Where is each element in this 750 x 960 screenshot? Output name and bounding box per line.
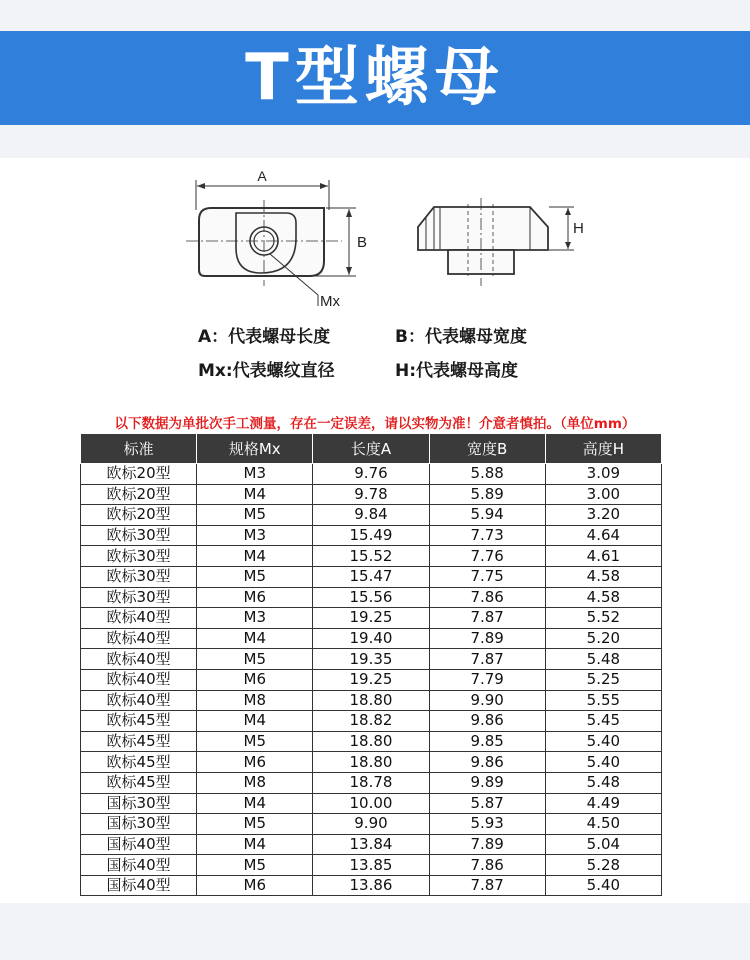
cell-standard: 欧标20型 xyxy=(81,464,197,485)
cell-length: 15.49 xyxy=(313,525,429,546)
cell-thread-size: M6 xyxy=(197,752,313,773)
table-row xyxy=(81,566,662,587)
cell-height: 4.64 xyxy=(545,525,661,546)
table-row xyxy=(81,484,662,505)
cell-thread-size: M4 xyxy=(197,484,313,505)
cell-height: 4.50 xyxy=(545,814,661,835)
table-row xyxy=(81,587,662,608)
cell-thread-size: M5 xyxy=(197,566,313,587)
cell-standard: 欧标45型 xyxy=(81,752,197,773)
legend-mx: Mx:代表螺纹直径 xyxy=(198,361,335,381)
cell-standard: 欧标30型 xyxy=(81,525,197,546)
table-row xyxy=(81,669,662,690)
cell-width: 7.75 xyxy=(429,566,545,587)
cell-standard: 欧标45型 xyxy=(81,731,197,752)
dimension-b-label: B xyxy=(357,234,368,251)
cell-length: 18.80 xyxy=(313,690,429,711)
cell-width: 5.87 xyxy=(429,793,545,814)
cell-length: 9.84 xyxy=(313,505,429,526)
cell-length: 18.80 xyxy=(313,752,429,773)
column-header-width: 宽度B xyxy=(429,434,545,464)
cell-standard: 欧标40型 xyxy=(81,690,197,711)
cell-thread-size: M6 xyxy=(197,669,313,690)
cell-width: 5.94 xyxy=(429,505,545,526)
measurement-notice: 以下数据为单批次手工测量，存在一定误差，请以实物为准！介意者慎拍。（单位mm） xyxy=(114,416,636,432)
cell-standard: 欧标40型 xyxy=(81,628,197,649)
table-row xyxy=(81,505,662,526)
cell-standard: 欧标45型 xyxy=(81,711,197,732)
cell-width: 5.88 xyxy=(429,464,545,485)
spec-table xyxy=(80,433,662,896)
cell-thread-size: M5 xyxy=(197,814,313,835)
cell-height: 4.61 xyxy=(545,546,661,567)
cell-height: 5.48 xyxy=(545,772,661,793)
cell-thread-size: M5 xyxy=(197,649,313,670)
table-row xyxy=(81,834,662,855)
cell-length: 19.25 xyxy=(313,608,429,629)
table-row xyxy=(81,649,662,670)
cell-thread-size: M4 xyxy=(197,628,313,649)
cell-length: 19.40 xyxy=(313,628,429,649)
dimension-a-label: A xyxy=(257,168,267,184)
cell-thread-size: M4 xyxy=(197,546,313,567)
cell-thread-size: M3 xyxy=(197,464,313,485)
table-row xyxy=(81,464,662,485)
cell-length: 13.84 xyxy=(313,834,429,855)
cell-length: 9.76 xyxy=(313,464,429,485)
cell-width: 7.89 xyxy=(429,628,545,649)
cell-standard: 国标30型 xyxy=(81,814,197,835)
cell-length: 9.78 xyxy=(313,484,429,505)
cell-height: 5.25 xyxy=(545,669,661,690)
legend-a: A：代表螺母长度 xyxy=(198,327,331,347)
table-row xyxy=(81,814,662,835)
cell-height: 5.52 xyxy=(545,608,661,629)
cell-length: 18.80 xyxy=(313,731,429,752)
cell-width: 5.93 xyxy=(429,814,545,835)
cell-standard: 欧标30型 xyxy=(81,546,197,567)
cell-length: 13.85 xyxy=(313,855,429,876)
cell-width: 9.86 xyxy=(429,711,545,732)
cell-height: 3.20 xyxy=(545,505,661,526)
table-row xyxy=(81,711,662,732)
cell-thread-size: M4 xyxy=(197,711,313,732)
cell-height: 5.28 xyxy=(545,855,661,876)
cell-thread-size: M6 xyxy=(197,875,313,896)
cell-width: 7.89 xyxy=(429,834,545,855)
cell-standard: 欧标40型 xyxy=(81,669,197,690)
column-header-length: 长度A xyxy=(313,434,429,464)
cell-thread-size: M5 xyxy=(197,505,313,526)
table-row xyxy=(81,546,662,567)
table-row xyxy=(81,628,662,649)
cell-width: 7.86 xyxy=(429,587,545,608)
cell-height: 4.58 xyxy=(545,587,661,608)
table-row xyxy=(81,752,662,773)
cell-length: 18.82 xyxy=(313,711,429,732)
table-row xyxy=(81,608,662,629)
dimension-mx-label: Mx xyxy=(320,293,340,310)
table-row xyxy=(81,731,662,752)
cell-standard: 国标40型 xyxy=(81,875,197,896)
cell-standard: 国标30型 xyxy=(81,793,197,814)
t-nut-dimension-drawing xyxy=(0,158,750,328)
cell-height: 5.04 xyxy=(545,834,661,855)
top-view-diagram xyxy=(186,180,356,306)
content-panel xyxy=(0,158,750,903)
cell-thread-size: M3 xyxy=(197,525,313,546)
cell-width: 9.85 xyxy=(429,731,545,752)
cell-height: 5.55 xyxy=(545,690,661,711)
cell-thread-size: M4 xyxy=(197,793,313,814)
cell-thread-size: M5 xyxy=(197,731,313,752)
title-banner xyxy=(0,31,750,125)
cell-width: 7.76 xyxy=(429,546,545,567)
side-view-diagram xyxy=(418,198,574,286)
cell-width: 7.86 xyxy=(429,855,545,876)
column-header-thread-size: 规格Mx xyxy=(197,434,313,464)
cell-standard: 欧标30型 xyxy=(81,587,197,608)
cell-length: 13.86 xyxy=(313,875,429,896)
page-title: T型螺母 xyxy=(245,41,505,115)
table-row xyxy=(81,875,662,896)
cell-standard: 欧标20型 xyxy=(81,505,197,526)
cell-height: 5.40 xyxy=(545,752,661,773)
table-row xyxy=(81,855,662,876)
table-row xyxy=(81,525,662,546)
table-body xyxy=(81,464,662,896)
cell-length: 10.00 xyxy=(313,793,429,814)
cell-standard: 欧标20型 xyxy=(81,484,197,505)
cell-height: 5.20 xyxy=(545,628,661,649)
cell-standard: 欧标45型 xyxy=(81,772,197,793)
cell-height: 4.49 xyxy=(545,793,661,814)
cell-width: 7.87 xyxy=(429,875,545,896)
legend-h: H:代表螺母高度 xyxy=(395,361,519,381)
cell-length: 18.78 xyxy=(313,772,429,793)
cell-height: 4.58 xyxy=(545,566,661,587)
cell-height: 3.09 xyxy=(545,464,661,485)
cell-length: 15.52 xyxy=(313,546,429,567)
table-row xyxy=(81,793,662,814)
cell-thread-size: M8 xyxy=(197,690,313,711)
cell-width: 5.89 xyxy=(429,484,545,505)
cell-width: 7.73 xyxy=(429,525,545,546)
cell-standard: 欧标30型 xyxy=(81,566,197,587)
cell-length: 15.56 xyxy=(313,587,429,608)
cell-length: 15.47 xyxy=(313,566,429,587)
cell-width: 9.86 xyxy=(429,752,545,773)
cell-standard: 欧标40型 xyxy=(81,608,197,629)
legend-b: B：代表螺母宽度 xyxy=(395,327,527,347)
cell-standard: 国标40型 xyxy=(81,834,197,855)
table-row xyxy=(81,690,662,711)
cell-height: 3.00 xyxy=(545,484,661,505)
column-header-height: 高度H xyxy=(545,434,661,464)
cell-width: 7.87 xyxy=(429,608,545,629)
cell-width: 7.79 xyxy=(429,669,545,690)
column-header-standard: 标准 xyxy=(81,434,197,464)
cell-height: 5.40 xyxy=(545,731,661,752)
cell-thread-size: M5 xyxy=(197,855,313,876)
table-row xyxy=(81,772,662,793)
cell-thread-size: M3 xyxy=(197,608,313,629)
cell-thread-size: M4 xyxy=(197,834,313,855)
cell-length: 19.25 xyxy=(313,669,429,690)
cell-thread-size: M8 xyxy=(197,772,313,793)
cell-thread-size: M6 xyxy=(197,587,313,608)
cell-height: 5.45 xyxy=(545,711,661,732)
table-header-row xyxy=(81,434,662,464)
cell-height: 5.48 xyxy=(545,649,661,670)
cell-width: 9.89 xyxy=(429,772,545,793)
cell-length: 19.35 xyxy=(313,649,429,670)
dimension-h-label: H xyxy=(573,220,584,237)
cell-standard: 欧标40型 xyxy=(81,649,197,670)
cell-width: 9.90 xyxy=(429,690,545,711)
cell-length: 9.90 xyxy=(313,814,429,835)
cell-height: 5.40 xyxy=(545,875,661,896)
cell-standard: 国标40型 xyxy=(81,855,197,876)
cell-width: 7.87 xyxy=(429,649,545,670)
